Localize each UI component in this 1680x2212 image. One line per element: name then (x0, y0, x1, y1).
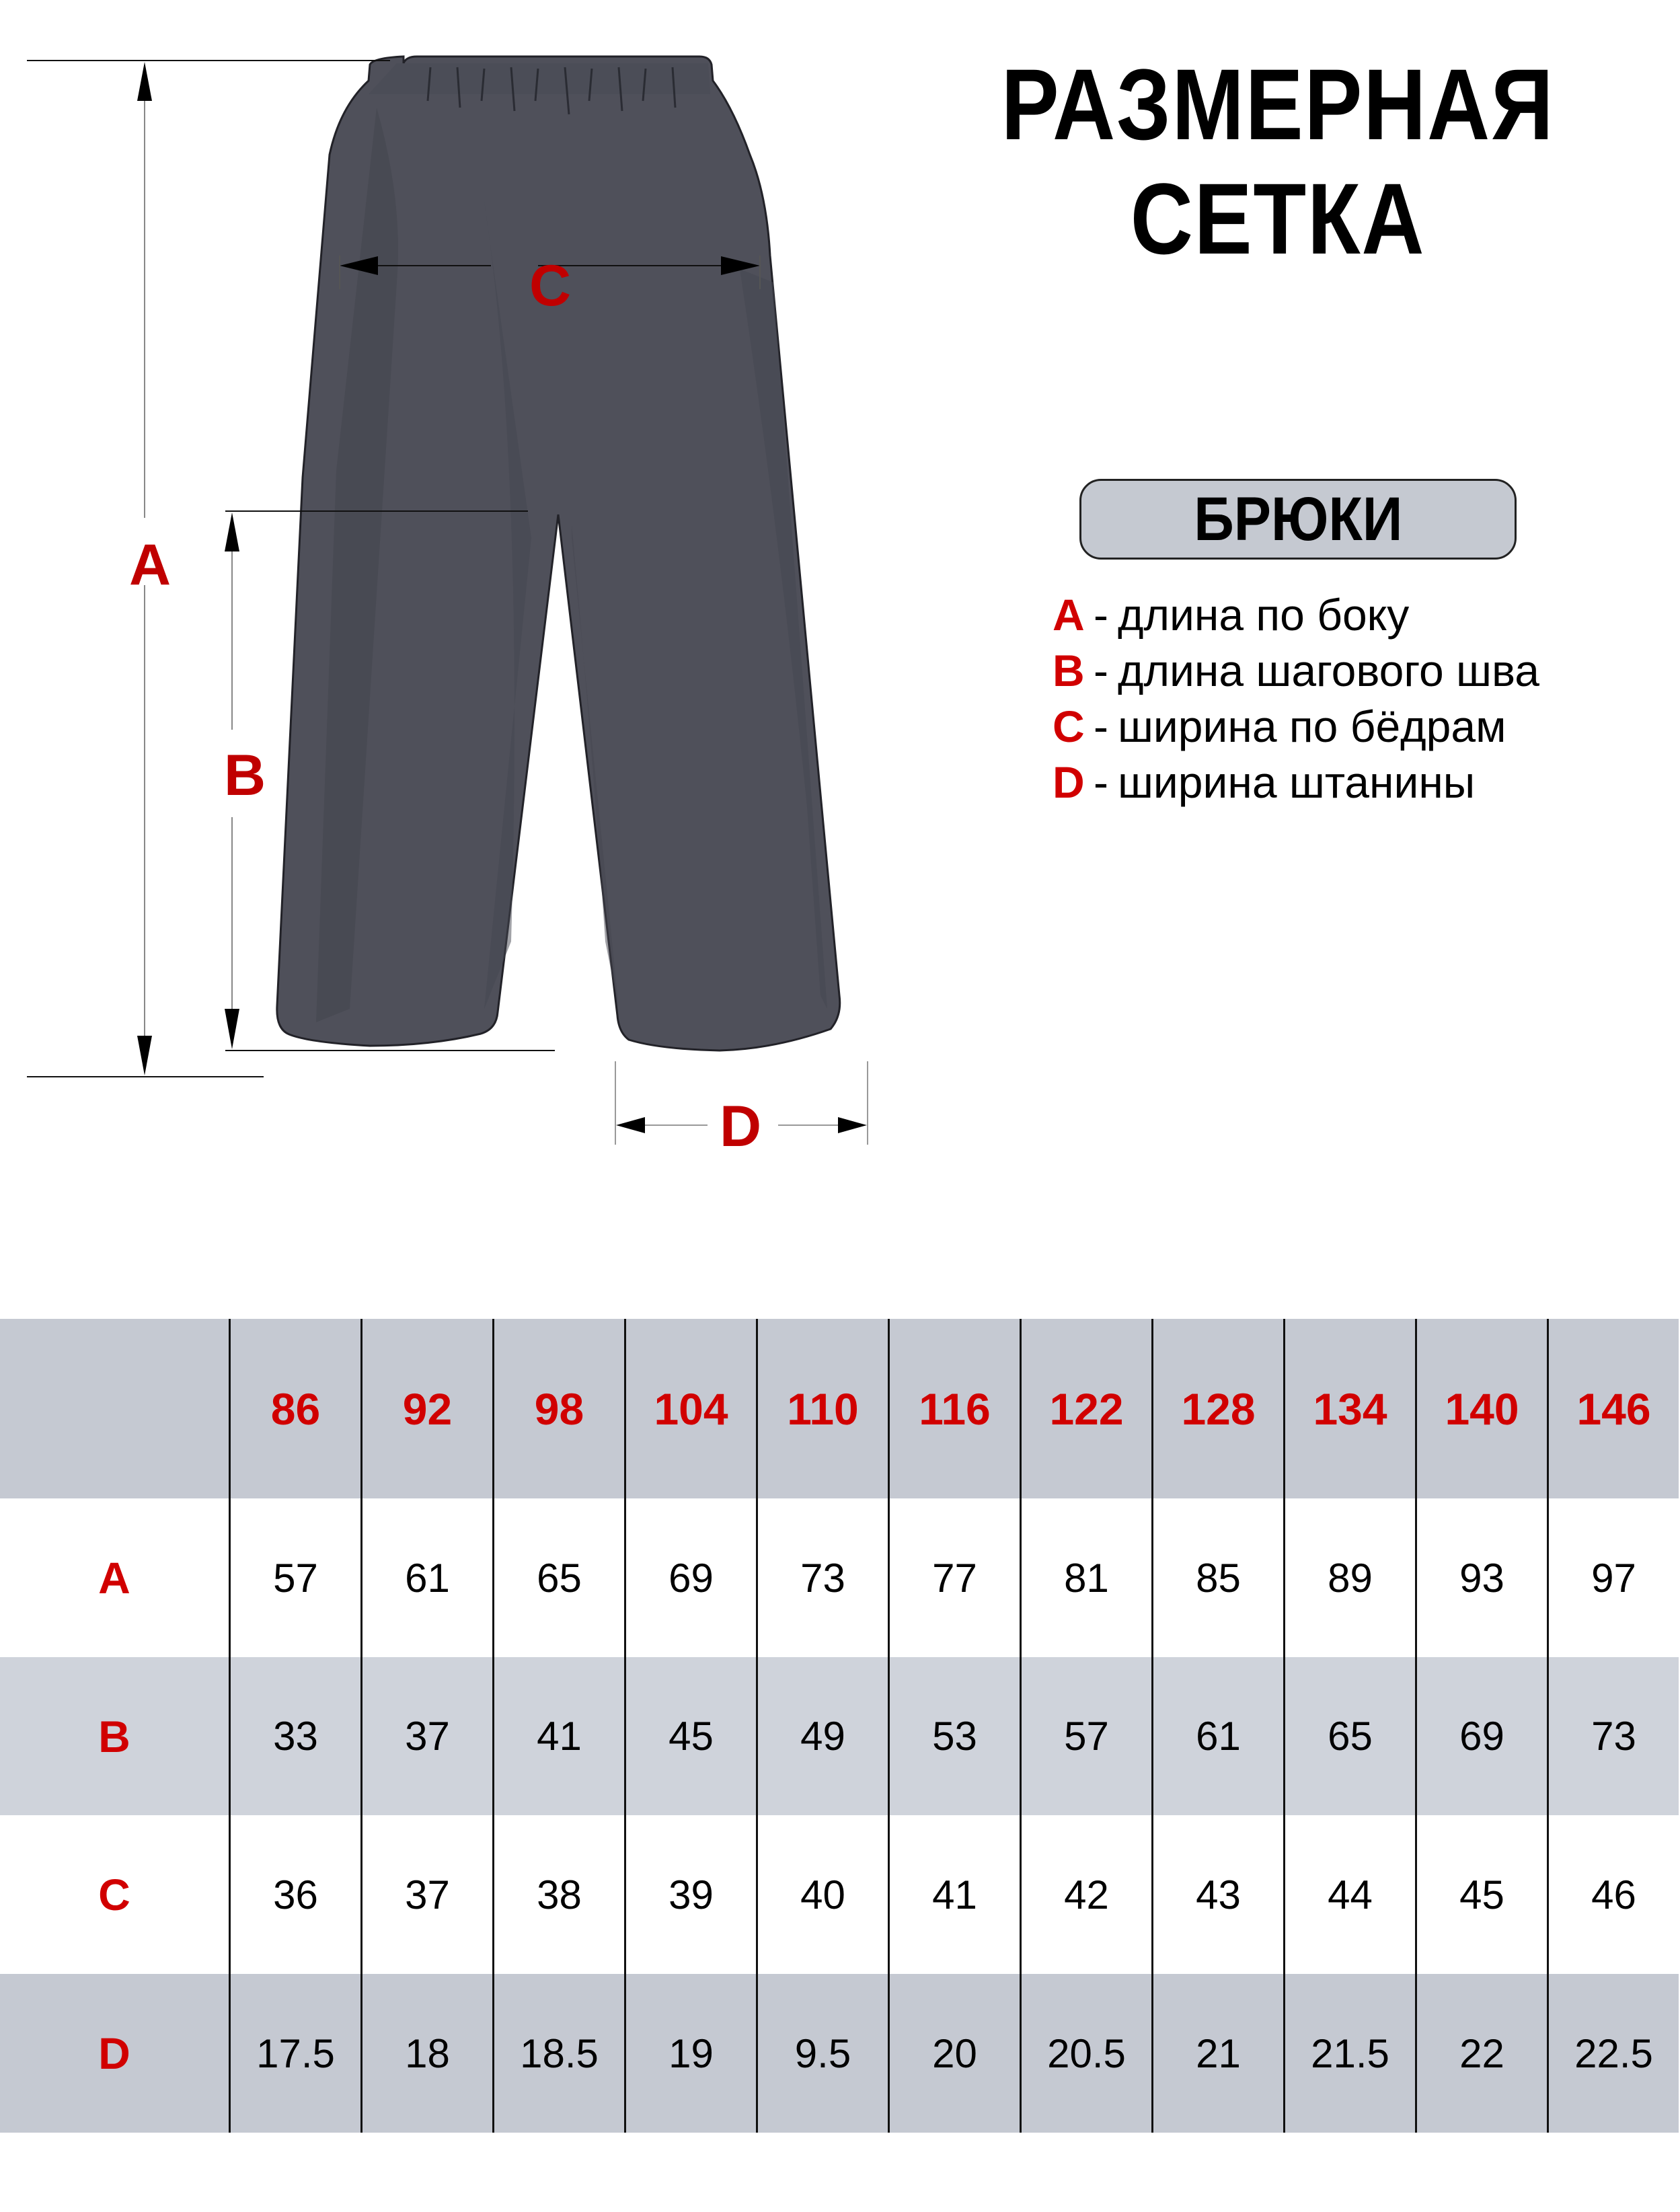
table-cell: 21.5 (1283, 1974, 1415, 2133)
legend-separator: - (1094, 589, 1108, 640)
table-cell: 49 (756, 1657, 888, 1815)
table-row-b (0, 1657, 1679, 1815)
table-cell: 17.5 (229, 1974, 360, 2133)
table-cell: 18 (360, 1974, 492, 2133)
label-d: D (720, 1094, 762, 1159)
corner-cell (0, 1319, 229, 1498)
size-table (0, 1319, 1679, 2133)
label-b: B (224, 743, 266, 808)
size-header: 86 (229, 1319, 360, 1498)
table-cell: 45 (1415, 1815, 1547, 1974)
table-cell: 57 (1020, 1657, 1151, 1815)
table-cell: 18.5 (492, 1974, 624, 2133)
legend-key: C (1053, 701, 1085, 751)
table-cell: 46 (1547, 1815, 1679, 1974)
table-row-c (0, 1815, 1679, 1974)
legend-separator: - (1094, 757, 1108, 807)
table-cell: 41 (492, 1657, 624, 1815)
table-cell: 93 (1415, 1498, 1547, 1657)
label-c: C (529, 254, 572, 318)
legend-text: ширина штанины (1117, 757, 1476, 807)
title-line-1: РАЗМЕРНАЯ (1001, 48, 1555, 161)
size-header: 140 (1415, 1319, 1547, 1498)
legend-key: B (1053, 645, 1085, 695)
table-cell: 69 (1415, 1657, 1547, 1815)
table-cell: 65 (492, 1498, 624, 1657)
table-cell: 9.5 (756, 1974, 888, 2133)
size-header: 122 (1020, 1319, 1151, 1498)
table-cell: 21 (1151, 1974, 1283, 2133)
legend-key: A (1053, 589, 1085, 640)
table-cell: 41 (888, 1815, 1020, 1974)
table-cell: 61 (1151, 1657, 1283, 1815)
table-cell: 22.5 (1547, 1974, 1679, 2133)
row-key: D (98, 2028, 130, 2078)
table-cell: 53 (888, 1657, 1020, 1815)
legend-text: длина по боку (1117, 589, 1410, 640)
table-cell: 37 (360, 1815, 492, 1974)
table-cell: 97 (1547, 1498, 1679, 1657)
row-key: B (98, 1711, 130, 1761)
size-header: 116 (888, 1319, 1020, 1498)
legend-item-a (1053, 586, 1671, 642)
table-cell: 73 (1547, 1657, 1679, 1815)
table-cell: 45 (624, 1657, 756, 1815)
measurement-legend (1053, 586, 1671, 810)
size-header: 110 (756, 1319, 888, 1498)
table-cell: 73 (756, 1498, 888, 1657)
legend-item-c (1053, 698, 1671, 754)
table-cell: 22 (1415, 1974, 1547, 2133)
size-header: 128 (1151, 1319, 1283, 1498)
table-cell: 37 (360, 1657, 492, 1815)
table-cell: 40 (756, 1815, 888, 1974)
table-cell: 69 (624, 1498, 756, 1657)
table-row-d (0, 1974, 1679, 2133)
table-header-row (0, 1319, 1679, 1498)
legend-text: длина шагового шва (1117, 645, 1540, 695)
table-cell: 85 (1151, 1498, 1283, 1657)
pants-illustration-icon (0, 0, 942, 1211)
legend-separator: - (1094, 701, 1108, 751)
category-label: БРЮКИ (1193, 484, 1403, 554)
table-cell: 81 (1020, 1498, 1151, 1657)
size-header: 146 (1547, 1319, 1679, 1498)
table-cell: 19 (624, 1974, 756, 2133)
size-header: 134 (1283, 1319, 1415, 1498)
pants-diagram (0, 0, 942, 1211)
page-title (989, 47, 1567, 276)
legend-key: D (1053, 757, 1085, 807)
legend-separator: - (1094, 645, 1108, 695)
table-cell: 77 (888, 1498, 1020, 1657)
size-header: 98 (492, 1319, 624, 1498)
table-cell: 20.5 (1020, 1974, 1151, 2133)
table-row-a (0, 1498, 1679, 1657)
row-key: A (98, 1553, 130, 1603)
row-key: C (98, 1870, 130, 1919)
size-header: 92 (360, 1319, 492, 1498)
title-line-2: СЕТКА (1130, 162, 1426, 275)
table-cell: 65 (1283, 1657, 1415, 1815)
table-cell: 57 (229, 1498, 360, 1657)
table-cell: 43 (1151, 1815, 1283, 1974)
table-cell: 20 (888, 1974, 1020, 2133)
table-cell: 89 (1283, 1498, 1415, 1657)
table-cell: 44 (1283, 1815, 1415, 1974)
legend-text: ширина по бёдрам (1117, 701, 1506, 751)
table-cell: 39 (624, 1815, 756, 1974)
table-cell: 38 (492, 1815, 624, 1974)
legend-item-b (1053, 642, 1671, 698)
label-a: A (129, 533, 171, 597)
table-cell: 61 (360, 1498, 492, 1657)
category-badge (1079, 479, 1517, 560)
table-cell: 42 (1020, 1815, 1151, 1974)
table-cell: 33 (229, 1657, 360, 1815)
table-cell: 36 (229, 1815, 360, 1974)
size-header: 104 (624, 1319, 756, 1498)
legend-item-d (1053, 754, 1671, 810)
